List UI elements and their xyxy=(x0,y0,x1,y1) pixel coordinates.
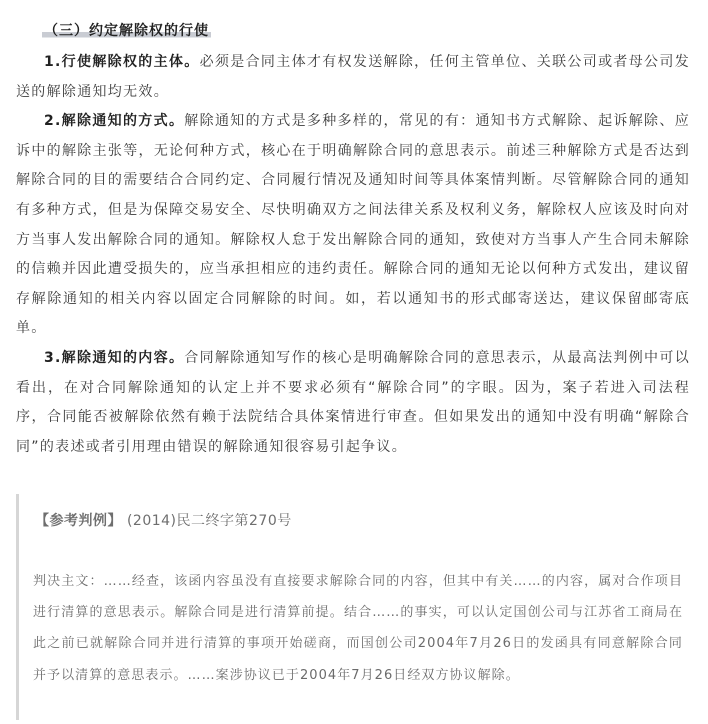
paragraph-lead: 2.解除通知的方式。 xyxy=(44,113,185,130)
article-body xyxy=(16,48,690,462)
paragraph-lead: 1.行使解除权的主体。 xyxy=(44,54,200,70)
reference-case-number: (2014)民二终字第270号 xyxy=(126,513,292,529)
reference-case-label: 【参考判例】 xyxy=(35,513,122,529)
paragraph-subject xyxy=(16,48,690,107)
paragraph-text: 解除通知的方式是多种多样的，常见的有：通知书方式解除、起诉解除、应诉中的解除主张等，无论何种方式，核心在于明确解除合同的意思表示。前述三种解除方式是否达到解除合同的目的需要结合合同约定、合同履行情况及通知时间等具体案情判断。尽管解除合同的通知有多种方式，但是为保障交易安全、尽快明确双方之间法律关系及权利义务，解除权人应该及时向对方当事人发出解除合同的通知。解除权人怠于发出解除合同的通知，致使对方当事人产生合同未解除的信赖并因此遭受损失的，应当承担相应的违约责任。解除合同的通知无论以何种方式发出，建议留存解除通知的相关内容以固定合同解除的时间。如，若以通知书的形式邮寄送达，建议保留邮寄底单。 xyxy=(16,113,690,337)
reference-case-block xyxy=(16,494,691,720)
section-heading-text: （三）约定解除权的行使 xyxy=(44,23,209,39)
paragraph-text: 必须是合同主体才有权发送解除，任何主管单位、关联公司或者母公司发送的解除通知均无效。 xyxy=(16,54,691,100)
paragraph-lead: 3.解除通知的内容。 xyxy=(44,349,185,366)
section-heading xyxy=(42,18,211,44)
reference-case-paragraph: 判决主文：……经查，该函内容虽没有直接要求解除合同的内容，但其中有关……的内容，属对合作项目进行清算的意思表示。解除合同是进行清算前提。结合……的事实，可以认定国创公司与江苏省工商局在此之前已就解除合同并进行清算的事项开始磋商，而国创公司2004年7月26日的发函具有同意解除合同并予以清算的意思表示。……案涉协议已于2004年7月26日经双方协议解除。 xyxy=(33,574,683,683)
reference-case-text xyxy=(33,566,683,691)
reference-case-title xyxy=(35,510,292,532)
paragraph-content xyxy=(16,344,690,462)
paragraph-method xyxy=(16,107,690,344)
paragraph-text: 合同解除通知写作的核心是明确解除合同的意思表示，从最高法判例中可以看出，在对合同解除通知的认定上并不要求必须有“解除合同”的字眼。因为，案子若进入司法程序，合同能否被解除依然有赖于法院结合具体案情进行审查。但如果发出的通知中没有明确“解除合同”的表述或者引用理由错误的解除通知很容易引起争议。 xyxy=(16,349,690,455)
